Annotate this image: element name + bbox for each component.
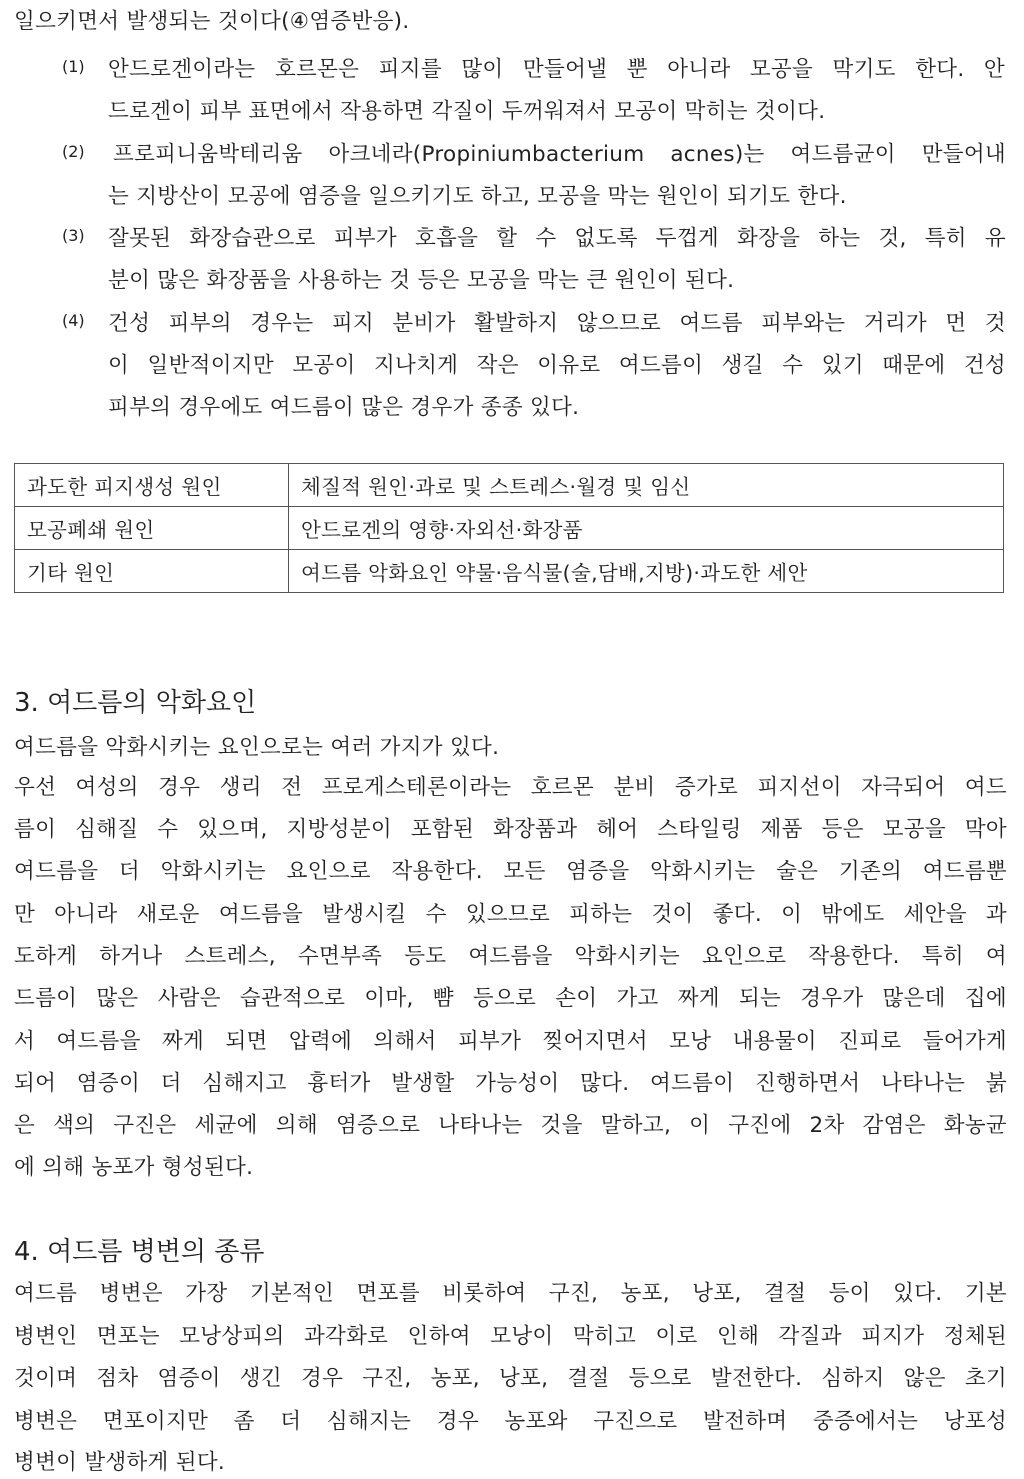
list-text-line: 이 일반적이지만 모공이 지나치게 작은 이유로 여드름이 생길 수 있기 때문에 건성 xyxy=(108,353,1006,378)
table-cell-detail: 여드름 악화요인 약물·음식물(술,담배,지방)·과도한 세안 xyxy=(289,550,1004,593)
paragraph-line: 서 여드름을 짜게 되면 압력에 의해서 피부가 찢어지면서 모낭 내용물이 진피로 들어가게 xyxy=(14,1029,1007,1054)
section-heading: 4. 여드름 병변의 종류 xyxy=(14,1237,265,1267)
paragraph-line: 름이 심해질 수 있으며, 지방성분이 포함된 화장품과 헤어 스타일링 제품 등은 모공을 막아 xyxy=(14,817,1007,842)
section-heading: 3. 여드름의 악화요인 xyxy=(14,688,257,718)
list-text-line: 드로겐이 피부 표면에서 작용하면 각질이 두꺼워져서 모공이 막히는 것이다. xyxy=(108,99,826,124)
list-number: (3) xyxy=(62,226,85,245)
paragraph-line: 도하게 하거나 스트레스, 수면부족 등도 여드름을 악화시키는 요인으로 작용한다. 특히 여 xyxy=(14,944,1007,969)
table-cell-category: 과도한 피지생성 원인 xyxy=(15,464,289,507)
list-text-line: 프로피니움박테리움 아크네라(Propiniumbacterium acnes)는 여드름균이 만들어내 xyxy=(113,142,1006,167)
list-text-line: 잘못된 화장습관으로 피부가 호흡을 할 수 없도록 두껍게 화장을 하는 것, 특히 유 xyxy=(108,226,1006,251)
list-text-line: 분이 많은 화장품을 사용하는 것 등은 모공을 막는 큰 원인이 된다. xyxy=(108,268,735,293)
list-number: (4) xyxy=(62,311,85,330)
paragraph-line: 드름이 많은 사람은 습관적으로 이마, 뺨 등으로 손이 가고 짜게 되는 경우가 많은데 집에 xyxy=(14,986,1007,1011)
table-cell-category: 기타 원인 xyxy=(15,550,289,593)
paragraph-line: 은 색의 구진은 세균에 의해 염증으로 나타나는 것을 말하고, 이 구진에 2차 감염은 화농균 xyxy=(14,1113,1007,1138)
list-text-line: 안드로겐이라는 호르몬은 피지를 많이 만들어낼 뿐 아니라 모공을 막기도 한다. 안 xyxy=(108,57,1005,82)
table-row xyxy=(15,464,1004,507)
intro-line: 일으키면서 발생되는 것이다(④염증반응). xyxy=(14,9,410,34)
paragraph-line: 여드름을 더 악화시키는 요인으로 작용한다. 모든 염증을 악화시키는 술은 기존의 여드름뿐 xyxy=(14,859,1007,884)
paragraph-line: 우선 여성의 경우 생리 전 프로게스테론이라는 호르몬 분비 증가로 피지선이 자극되어 여드 xyxy=(14,775,1007,800)
paragraph-line: 병변인 면포는 모낭상피의 과각화로 인하여 모낭이 막히고 이로 인해 각질과 피지가 정체된 xyxy=(14,1324,1007,1349)
paragraph-line: 에 의해 농포가 형성된다. xyxy=(14,1155,254,1180)
paragraph-line: 것이며 점차 염증이 생긴 경우 구진, 농포, 낭포, 결절 등으로 발전한다. 심하지 않은 초기 xyxy=(14,1366,1007,1391)
paragraph-line: 되어 염증이 더 심해지고 흉터가 발생할 가능성이 많다. 여드름이 진행하면서 나타나는 붉 xyxy=(14,1071,1007,1096)
table-row xyxy=(15,550,1004,593)
cause-table xyxy=(14,463,1004,593)
paragraph-line: 병변은 면포이지만 좀 더 심해지는 경우 농포와 구진으로 발전하며 중증에서는 낭포성 xyxy=(14,1409,1007,1434)
table-cell-category: 모공폐쇄 원인 xyxy=(15,507,289,550)
list-number: (1) xyxy=(62,57,85,76)
list-number: (2) xyxy=(62,142,85,161)
paragraph-line: 여드름을 악화시키는 요인으로는 여러 가지가 있다. xyxy=(14,735,500,760)
paragraph-line: 병변이 발생하게 된다. xyxy=(14,1450,226,1475)
list-text-line: 피부의 경우에도 여드름이 많은 경우가 종종 있다. xyxy=(108,395,580,420)
table-cell-detail: 체질적 원인·과로 및 스트레스·월경 및 임신 xyxy=(289,464,1004,507)
paragraph-line: 만 아니라 새로운 여드름을 발생시킬 수 있으므로 피하는 것이 좋다. 이 밖에도 세안을 과 xyxy=(14,902,1007,927)
table-row xyxy=(15,507,1004,550)
table-cell-detail: 안드로겐의 영향·자외선·화장품 xyxy=(289,507,1004,550)
list-text-line: 건성 피부의 경우는 피지 분비가 활발하지 않으므로 여드름 피부와는 거리가 먼 것 xyxy=(108,311,1006,336)
list-text-line: 는 지방산이 모공에 염증을 일으키기도 하고, 모공을 막는 원인이 되기도 한다. xyxy=(108,184,847,209)
paragraph-line: 여드름 병변은 가장 기본적인 면포를 비롯하여 구진, 농포, 낭포, 결절 등이 있다. 기본 xyxy=(14,1281,1007,1306)
